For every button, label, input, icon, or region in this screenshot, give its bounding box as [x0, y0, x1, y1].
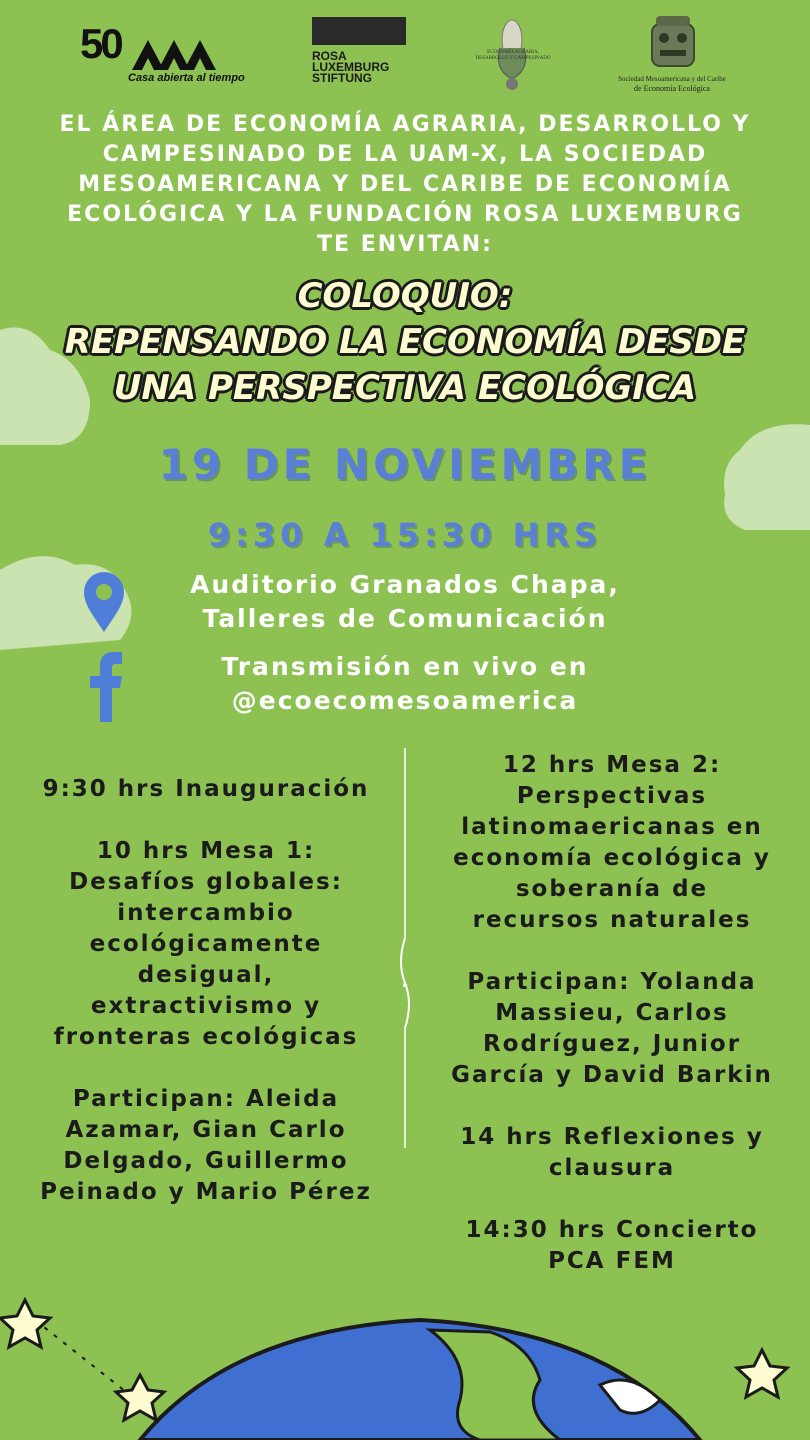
program-line: ecológicamente — [89, 931, 323, 957]
program-line: García y David Barkin — [451, 1062, 773, 1088]
program-line: 12 hrs Mesa 2: — [502, 752, 722, 778]
program-left-column — [10, 774, 402, 1239]
uam-50-number: 50 — [80, 20, 121, 67]
rosa-luxemburg-logo — [312, 17, 408, 87]
program-line: 14:30 hrs Concierto — [465, 1217, 759, 1243]
event-title-line2: REPENSANDO LA ECONOMÍA DESDE — [64, 322, 746, 362]
program-line: intercambio — [117, 900, 295, 926]
venue-text — [140, 568, 670, 636]
star-icon — [116, 1375, 164, 1420]
society-emblem-icon — [648, 16, 698, 72]
program-line: Massieu, Carlos — [495, 1000, 729, 1026]
event-title-line1: COLOQUIO: — [297, 276, 513, 316]
program-reflexiones — [422, 1122, 802, 1184]
program-line: desigual, — [137, 962, 275, 988]
program-line: recursos naturales — [472, 907, 752, 933]
corn-logo — [472, 18, 552, 96]
event-title-line3: UNA PERSPECTIVA ECOLÓGICA — [113, 368, 697, 408]
society-caption-line1: Sociedad Mesoamericana y del Caribe — [618, 75, 726, 83]
program-line: clausura — [548, 1155, 676, 1181]
program-line: Participan: Aleida — [72, 1086, 340, 1112]
location-pin-icon — [82, 570, 126, 634]
intro-line: MESOAMERICANA Y DEL CARIBE DE ECONOMÍA — [78, 172, 732, 197]
rosa-logo-bar — [312, 17, 406, 45]
stream-text — [140, 650, 670, 718]
venue-line1: Auditorio Granados Chapa, — [190, 570, 620, 599]
society-caption-line2: de Economía Ecológica — [634, 84, 710, 93]
program-mesa-1 — [10, 836, 402, 1053]
uam-50-logo — [80, 20, 245, 86]
program-inauguration: 9:30 hrs Inauguración — [42, 776, 370, 802]
stream-handle: @ecoecomesoamerica — [231, 686, 579, 715]
venue-line2: Talleres de Comunicación — [202, 604, 608, 633]
intro-line: EL ÁREA DE ECONOMÍA AGRARIA, DESARROLLO Y — [59, 112, 751, 137]
uam-tagline: Casa abierta al tiempo — [128, 72, 245, 84]
program-line: PCA FEM — [548, 1248, 676, 1274]
program-line: economía ecológica y — [453, 845, 771, 871]
intro-text — [20, 110, 790, 260]
society-logo — [612, 16, 732, 94]
program-line: Peinado y Mario Pérez — [40, 1179, 372, 1205]
program-mesa-2 — [422, 750, 802, 936]
uam-mark-icon — [132, 40, 216, 72]
star-icon — [737, 1350, 787, 1397]
program-line: Delgado, Guillermo — [63, 1148, 349, 1174]
intro-line: TE ENVITAN: — [317, 232, 493, 257]
program-line: soberanía de — [515, 876, 709, 902]
program-line: latinomaericanas en — [461, 814, 763, 840]
program-line: 10 hrs Mesa 1: — [96, 838, 316, 864]
program-line: fronteras ecológicas — [53, 1024, 359, 1050]
earth-illustration — [0, 1290, 810, 1440]
program-participants-1 — [10, 1084, 402, 1208]
program-line: extractivismo y — [90, 993, 322, 1019]
program-concierto — [422, 1215, 802, 1277]
stream-line1: Transmisión en vivo en — [221, 652, 589, 681]
rosa-logo-text: ROSA LUXEMBURG STIFTUNG — [312, 49, 390, 85]
program-right-column — [422, 750, 802, 1308]
program-line: Desafíos globales: — [69, 869, 343, 895]
program-line: Azamar, Gian Carlo — [65, 1117, 347, 1143]
program-line: Rodríguez, Junior — [482, 1031, 742, 1057]
event-time: 9:30 A 15:30 HRS — [207, 516, 603, 554]
star-icon — [0, 1300, 50, 1347]
event-date: 19 DE NOVIEMBRE — [158, 440, 652, 489]
corn-logo-caption: ECONOMÍA AGRARIA, DESARROLLO Y CAMPESINADO — [475, 50, 551, 61]
intro-line: CAMPESINADO DE LA UAM-X, LA SOCIEDAD — [102, 142, 708, 167]
program-participants-2 — [422, 967, 802, 1091]
society-logo-caption — [612, 74, 732, 94]
program-line: 14 hrs Reflexiones y — [460, 1124, 764, 1150]
program-line: Perspectivas — [516, 783, 708, 809]
intro-line: ECOLÓGICA Y LA FUNDACIÓN ROSA LUXEMBURG — [67, 202, 743, 227]
facebook-icon — [88, 650, 124, 722]
program-line: Participan: Yolanda — [467, 969, 757, 995]
